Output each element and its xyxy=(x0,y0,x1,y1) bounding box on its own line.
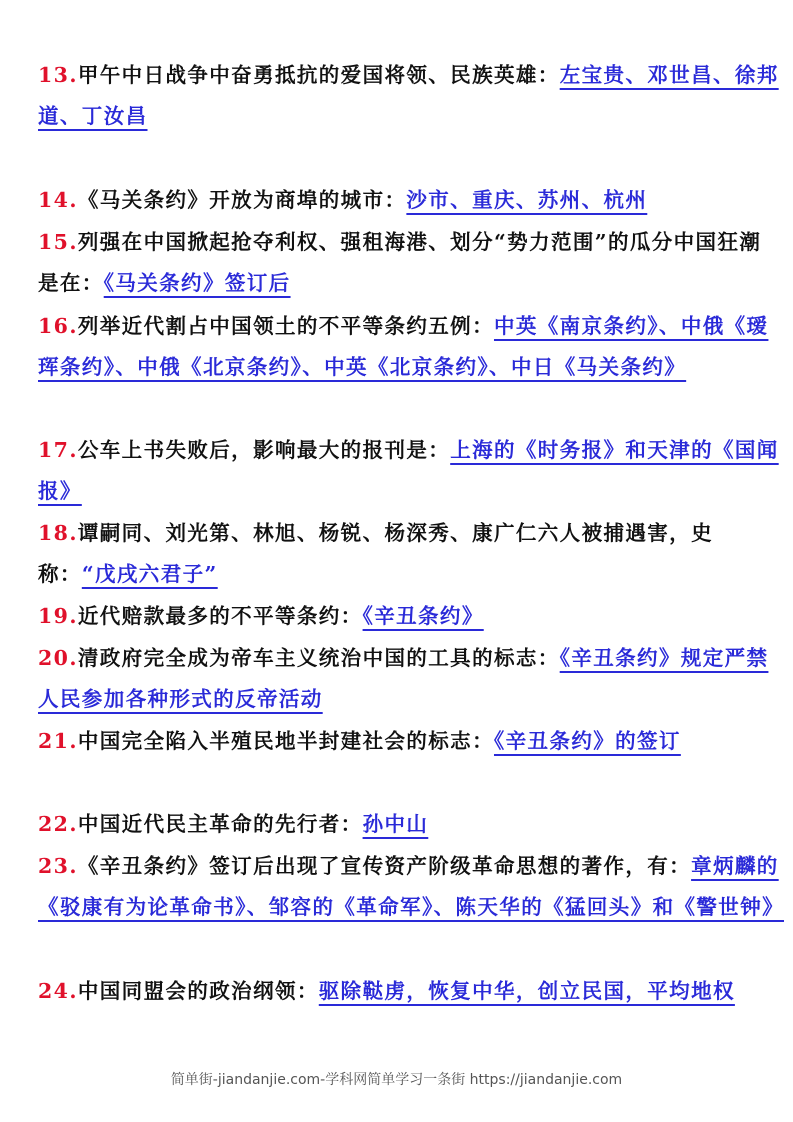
item-question: 中国同盟会的政治纲领： xyxy=(77,979,319,1003)
item-number: 19. xyxy=(38,604,78,628)
item-answer: 章炳麟的《驳康有为论革命书》、邹容的《革命军》、陈天华的《猛回头》和《警世钟》 xyxy=(38,854,784,919)
item-answer: 孙中山 xyxy=(362,812,429,836)
item-number: 17. xyxy=(38,438,78,462)
item-question: 公车上书失败后，影响最大的报刊是： xyxy=(77,438,451,462)
list-item xyxy=(38,180,780,221)
item-answer: 左宝贵、邓世昌、徐邦道、丁汝昌 xyxy=(38,63,779,128)
list-item xyxy=(38,596,780,637)
item-question: 甲午中日战争中奋勇抵抗的爱国将领、民族英雄： xyxy=(77,63,560,87)
item-number: 23. xyxy=(38,854,78,878)
item-number: 24. xyxy=(38,979,78,1003)
list-item xyxy=(38,55,780,137)
item-answer: “戊戌六君子” xyxy=(81,562,218,586)
item-question: 列强在中国掀起抢夺利权、强租海港、划分“势力范围”的瓜分中国狂潮是在： xyxy=(38,230,762,295)
list-item xyxy=(38,638,780,720)
item-question: 列举近代割占中国领土的不平等条约五例： xyxy=(77,314,494,338)
list-item xyxy=(38,222,780,304)
list-item xyxy=(38,846,784,928)
list-item xyxy=(38,513,780,595)
item-question: 近代赔款最多的不平等条约： xyxy=(77,604,363,628)
item-question: 中国近代民主革命的先行者： xyxy=(77,812,363,836)
item-number: 20. xyxy=(38,646,78,670)
list-item xyxy=(38,430,780,512)
item-question: 《辛丑条约》签订后出现了宣传资产阶级革命思想的著作，有： xyxy=(77,854,692,878)
item-answer: 驱除鞑虏，恢复中华，创立民国，平均地权 xyxy=(318,979,735,1003)
item-number: 18. xyxy=(38,521,78,545)
list-item xyxy=(38,721,780,762)
item-question: 谭嗣同、刘光第、林旭、杨锐、杨深秀、康广仁六人被捕遇害，史称： xyxy=(38,521,713,586)
item-answer: 《辛丑条约》 xyxy=(362,604,484,628)
list-item xyxy=(38,804,780,845)
item-question: 中国完全陷入半殖民地半封建社会的标志： xyxy=(77,729,494,753)
list-item xyxy=(38,971,780,1012)
item-answer: 《辛丑条约》的签订 xyxy=(493,729,681,753)
item-answer: 上海的《时务报》和天津的《国闻报》 xyxy=(38,438,779,503)
item-answer: 沙市、重庆、苏州、杭州 xyxy=(406,188,648,212)
item-answer: 《马关条约》签订后 xyxy=(103,271,291,295)
item-answer: 中英《南京条约》、中俄《瑷珲条约》、中俄《北京条约》、中英《北京条约》、中日《马关条约》 xyxy=(38,314,769,379)
item-question: 清政府完全成为帝车主义统治中国的工具的标志： xyxy=(77,646,560,670)
item-number: 22. xyxy=(38,812,78,836)
page-footer: 简单街-jiandanjie.com-学科网简单学习一条街 https://jiandanjie.com xyxy=(170,1072,623,1088)
item-number: 14. xyxy=(38,188,78,212)
item-answer: 《辛丑条约》规定严禁人民参加各种形式的反帝活动 xyxy=(38,646,769,711)
list-item xyxy=(38,306,780,388)
item-number: 16. xyxy=(38,314,78,338)
item-number: 21. xyxy=(38,729,78,753)
item-question: 《马关条约》开放为商埠的城市： xyxy=(77,188,407,212)
item-number: 13. xyxy=(38,63,78,87)
item-number: 15. xyxy=(38,230,78,254)
